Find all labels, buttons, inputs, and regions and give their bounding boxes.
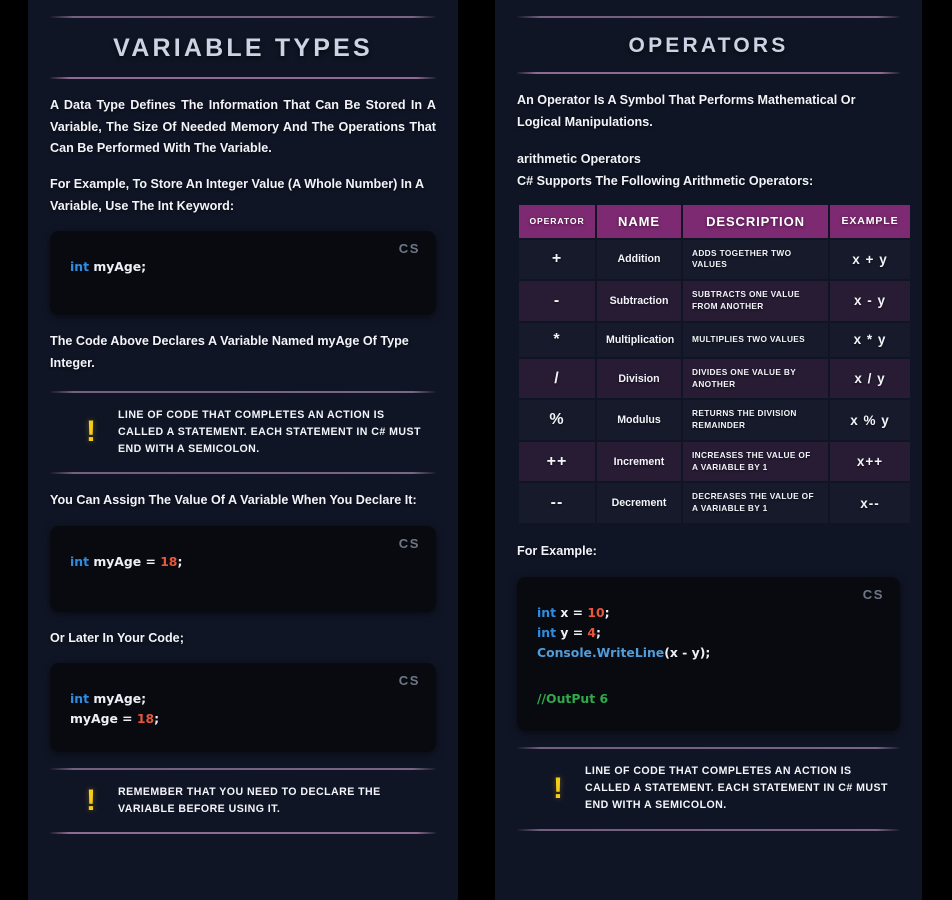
code-token-keyword: int [70,259,89,275]
code-token-identifier: y = [556,624,588,640]
code-block-operators-example [517,577,900,731]
operators-table-body [519,240,910,523]
code-token-keyword: int [537,604,556,620]
arithmetic-subheading-2: C# Supports The Following Arithmetic Operators: [517,173,814,188]
callout-declare-first [50,768,436,834]
cell-example: x / y [830,359,910,399]
table-row [519,323,910,357]
cell-description: MULTIPLIES TWO VALUES [683,323,828,357]
cell-operator: % [519,400,595,440]
code-token-identifier: myAge = [70,711,137,727]
callout-statement [50,391,436,474]
callout-text: REMEMBER THAT YOU NEED TO DECLARE THE VARIABLE BEFORE USING IT. [118,785,381,815]
code-line [537,689,880,709]
cell-example: x-- [830,483,910,523]
code-token-number: 18 [160,553,178,569]
cell-description: INCREASES THE VALUE OF A VARIABLE BY 1 [683,442,828,482]
table-row [519,400,910,440]
cell-operator: + [519,240,595,280]
code-token-semicolon: ; [596,624,601,640]
language-badge-cs: CS [398,673,420,689]
column-header-example: EXAMPLE [830,205,910,238]
cell-operator: - [519,281,595,321]
cell-name: Subtraction [597,281,681,321]
column-header-name: NAME [597,205,681,238]
arithmetic-subheading: arithmetic Operators [517,152,641,167]
code-token-identifier: myAge = [89,553,161,569]
cell-operator: -- [519,483,595,523]
code-token-semicolon: ; [604,604,610,620]
cell-example: x++ [830,442,910,482]
code-line [537,623,880,643]
cell-name: Multiplication [597,323,681,357]
cell-name: Modulus [597,400,681,440]
callout-statement-right [517,747,900,830]
code-token-number: 10 [587,604,605,620]
operators-table [517,203,912,525]
language-badge-cs: CS [398,535,420,551]
cell-example: x * y [830,323,910,357]
table-row [519,483,910,523]
panel-operators [495,0,922,900]
later-paragraph: Or Later In Your Code; [50,630,184,645]
operators-intro: An Operator Is A Symbol That Performs Mathematical Or Logical Manipulations. [517,93,856,129]
top-divider-left [50,16,436,18]
cell-operator: / [519,359,595,399]
code-token-class: Console.WriteLine [537,644,665,660]
code-token-identifier: x = [556,604,588,620]
top-divider-right [517,16,900,18]
cell-name: Decrement [597,483,681,523]
language-badge-cs: CS [398,241,420,257]
table-header-row [519,205,910,238]
code-token-identifier: myAge; [89,691,147,707]
code-token-number: 18 [136,711,155,727]
exclamation-icon: ! [86,415,96,449]
code-token-keyword: int [537,624,556,640]
code-line [70,552,416,572]
code-line [70,709,416,729]
exclamation-icon: ! [553,771,563,805]
code-block-assign [50,526,436,612]
cell-name: Increment [597,442,681,482]
column-header-description: DESCRIPTION [683,205,828,238]
for-example-label: For Example: [517,544,597,558]
code-line [537,603,880,623]
cell-description: DECREASES THE VALUE OF A VARIABLE BY 1 [683,483,828,523]
cell-operator: ++ [519,442,595,482]
cell-operator: * [519,323,595,357]
callout-divider-bottom [50,832,436,834]
table-row [519,281,910,321]
cell-description: SUBTRACTS ONE VALUE FROM ANOTHER [683,281,828,321]
cell-description: RETURNS THE DIVISION REMAINDER [683,400,828,440]
cell-description: ADDS TOGETHER TWO VALUES [683,240,828,280]
intro-paragraph-1: A Data Type Defines The Information That Can Be Stored In A Variable, The Size Of Needed Memory And The Operations That Can Be Performed With The Variable. [50,98,436,156]
code-line [70,257,416,277]
code-block-declare-then-assign [50,663,436,751]
cell-example: x % y [830,400,910,440]
cell-name: Addition [597,240,681,280]
code-token-keyword: int [70,553,89,569]
cell-name: Division [597,359,681,399]
callout-divider-bottom [517,829,900,831]
code-line [70,689,416,709]
column-header-operator: OPERATOR [519,205,595,238]
table-row [519,240,910,280]
callout-text: LINE OF CODE THAT COMPLETES AN ACTION IS CALLED A STATEMENT. EACH STATEMENT IN C# MUST END WITH A SEMICOLON. [585,765,888,812]
page-title-variable-types: VARIABLE TYPES [113,34,373,62]
code-token-semicolon: ; [177,553,183,569]
code-token-identifier: myAge; [89,259,147,275]
code-token-semicolon: ; [154,711,160,727]
exclamation-icon: ! [86,783,96,817]
code-token-call-args: (x - y); [664,644,711,660]
cell-example: x - y [830,281,910,321]
panel-variable-types [28,0,458,900]
cell-example: x + y [830,240,910,280]
code-token-number: 4 [587,624,597,640]
explanation-paragraph: The Code Above Declares A Variable Named myAge Of Type Integer. [50,334,409,370]
intro-paragraph-2: For Example, To Store An Integer Value (A Whole Number) In A Variable, Use The Int Keyword: [50,176,424,213]
page-title-operators: OPERATORS [628,34,789,57]
table-row [519,442,910,482]
language-badge-cs: CS [862,586,884,602]
table-row [519,359,910,399]
callout-text: LINE OF CODE THAT COMPLETES AN ACTION IS CALLED A STATEMENT. EACH STATEMENT IN C# MUST END WITH A SEMICOLON. [118,408,421,455]
code-token-keyword: int [70,691,89,707]
code-token-comment: //OutPut 6 [537,690,609,706]
assign-paragraph: You Can Assign The Value Of A Variable When You Declare It: [50,493,417,508]
code-line [537,643,880,663]
code-block-declare [50,231,436,315]
cell-description: DIVIDES ONE VALUE BY ANOTHER [683,359,828,399]
